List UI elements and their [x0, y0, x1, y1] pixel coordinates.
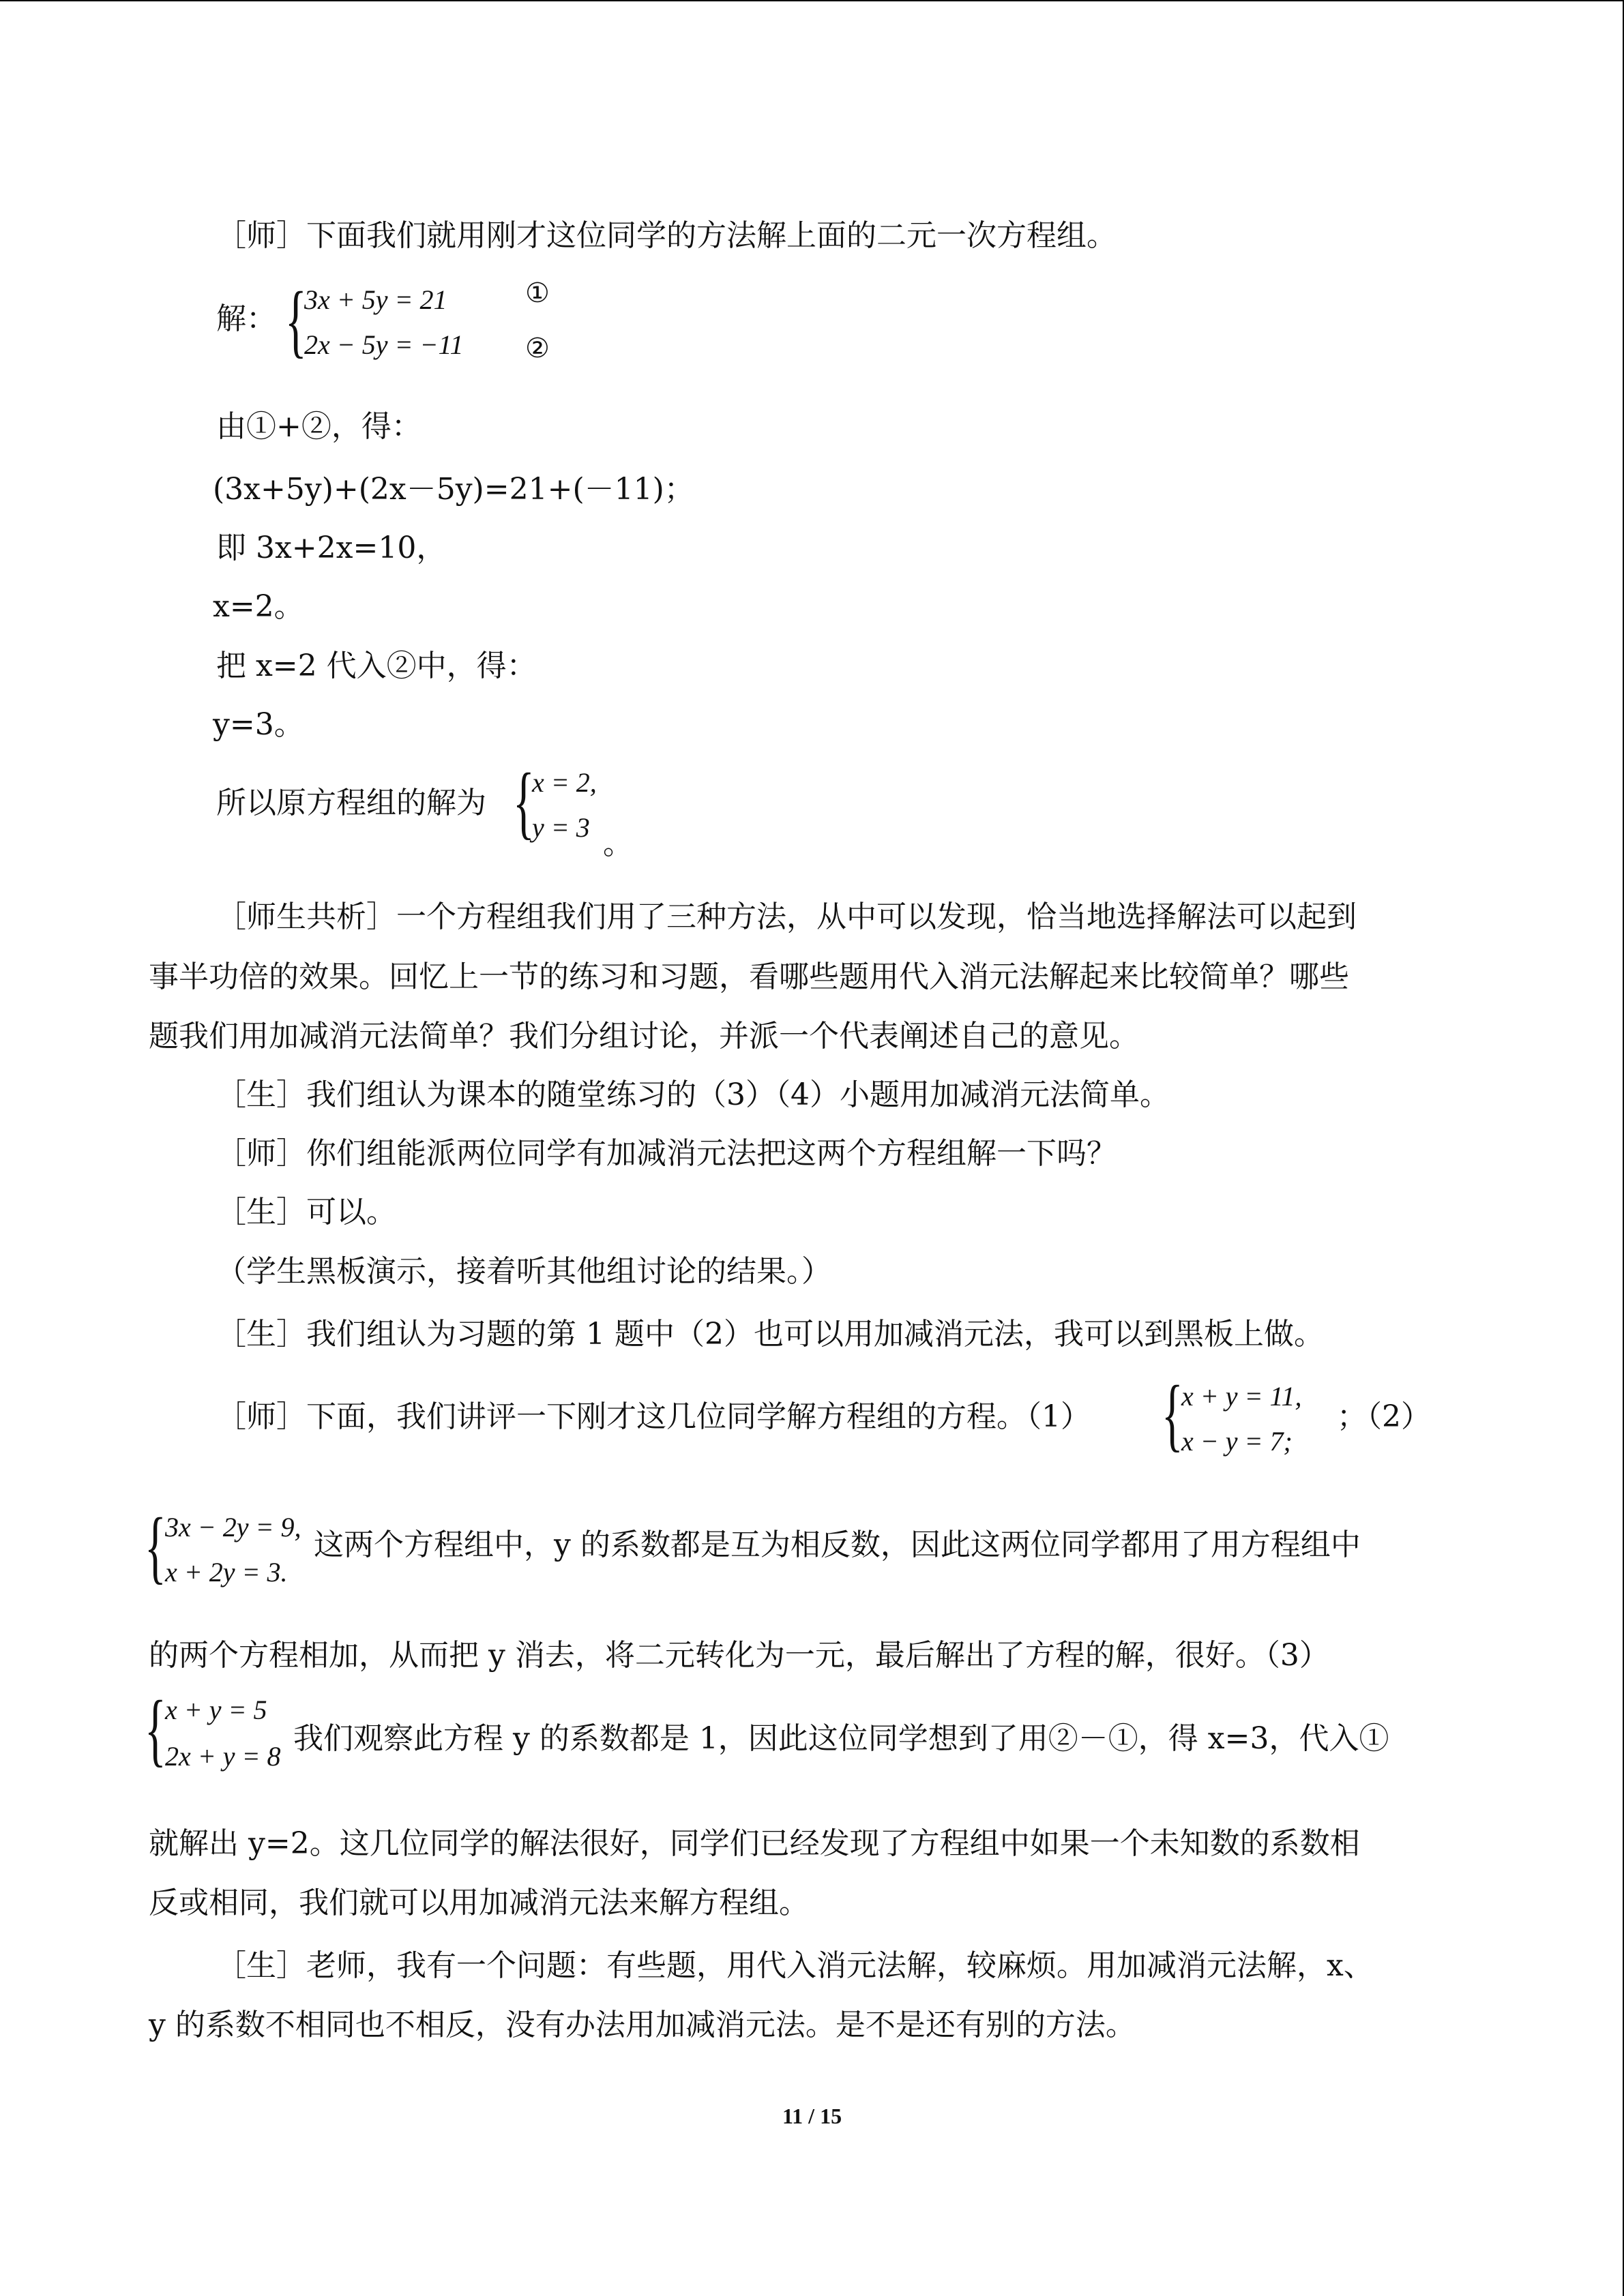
- text-line: y=3。: [213, 707, 304, 742]
- text-line: ［生］我们组认为习题的第 1 题中（2）也可以用加减消元法，我可以到黑板上做。: [216, 1317, 1324, 1352]
- text-line: (3x+5y)+(2x－5y)=21+(－11)；: [213, 472, 694, 507]
- equation-2: x − y = 7;: [1181, 1426, 1293, 1457]
- solution-label: 解：: [216, 301, 276, 336]
- text-line: ［师］下面我们就用刚才这位同学的方法解上面的二元一次方程组。: [216, 218, 1117, 253]
- page-number: 11 / 15: [782, 2104, 842, 2128]
- text-line: ［师］下面，我们讲评一下刚才这几位同学解方程组的方程。（1）: [216, 1399, 1091, 1434]
- text-line: 事半功倍的效果。回忆上一节的练习和习题，看哪些题用代入消元法解起来比较简单？哪些: [149, 959, 1349, 994]
- text-line: ［生］我们组认为课本的随堂练习的（3）（4）小题用加减消元法简单。: [216, 1077, 1170, 1112]
- text-line: ［生］老师，我有一个问题：有些题，用代入消元法解，较麻烦。用加减消元法解，x、: [216, 1948, 1374, 1983]
- text-line: 我们观察此方程 y 的系数都是 1，因此这位同学想到了用②－①，得 x=3，代入①: [293, 1721, 1389, 1756]
- equation-1: x = 2,: [532, 767, 597, 798]
- label-1: ①: [525, 278, 550, 309]
- text-line: 把 x=2 代入②中，得：: [216, 648, 537, 683]
- text-line: ［生］可以。: [216, 1195, 396, 1229]
- text-line: y 的系数不相同也不相反，没有办法用加减消元法。是不是还有别的方法。: [149, 2008, 1136, 2042]
- label-2: ②: [525, 333, 550, 364]
- text-line: 反或相同，我们就可以用加减消元法来解方程组。: [149, 1885, 809, 1920]
- equation-2: y = 3: [532, 812, 590, 843]
- equation-1: 3x − 2y = 9,: [165, 1512, 301, 1542]
- text-line: ［师］你们组能派两位同学有加减消元法把这两个方程组解一下吗？: [216, 1136, 1117, 1171]
- text-line: 由①+②，得：: [216, 409, 422, 444]
- equation-2: x + 2y = 3.: [165, 1557, 288, 1587]
- equation-1: x + y = 11,: [1181, 1381, 1302, 1412]
- text-line: 即 3x+2x=10，: [216, 531, 447, 565]
- equation-2: 2x − 5y = −11: [304, 329, 464, 360]
- page-top-border: [0, 0, 1624, 1]
- text-line: 所以原方程组的解为: [216, 786, 486, 820]
- text-line: ；（2）: [1337, 1399, 1431, 1434]
- text-line: 的两个方程相加，从而把 y 消去，将二元转化为一元，最后解出了方程的解，很好。（3）: [149, 1638, 1329, 1673]
- text-line: 就解出 y=2。这几位同学的解法很好，同学们已经发现了方程组中如果一个未知数的系数相: [149, 1826, 1360, 1861]
- period: 。: [603, 826, 633, 861]
- equation-2: 2x + y = 8: [165, 1741, 281, 1772]
- equation-1: 3x + 5y = 21: [304, 284, 447, 315]
- text-line: 题我们用加减消元法简单？我们分组讨论，并派一个代表阐述自己的意见。: [149, 1019, 1139, 1054]
- text-line: （学生黑板演示，接着听其他组讨论的结果。）: [216, 1254, 831, 1289]
- equation-1: x + y = 5: [165, 1695, 267, 1725]
- text-line: ［师生共析］一个方程组我们用了三种方法，从中可以发现，恰当地选择解法可以起到: [216, 899, 1357, 934]
- text-line: x=2。: [213, 589, 304, 624]
- text-line: 这两个方程组中，y 的系数都是互为相反数，因此这两位同学都用了用方程组中: [314, 1527, 1361, 1562]
